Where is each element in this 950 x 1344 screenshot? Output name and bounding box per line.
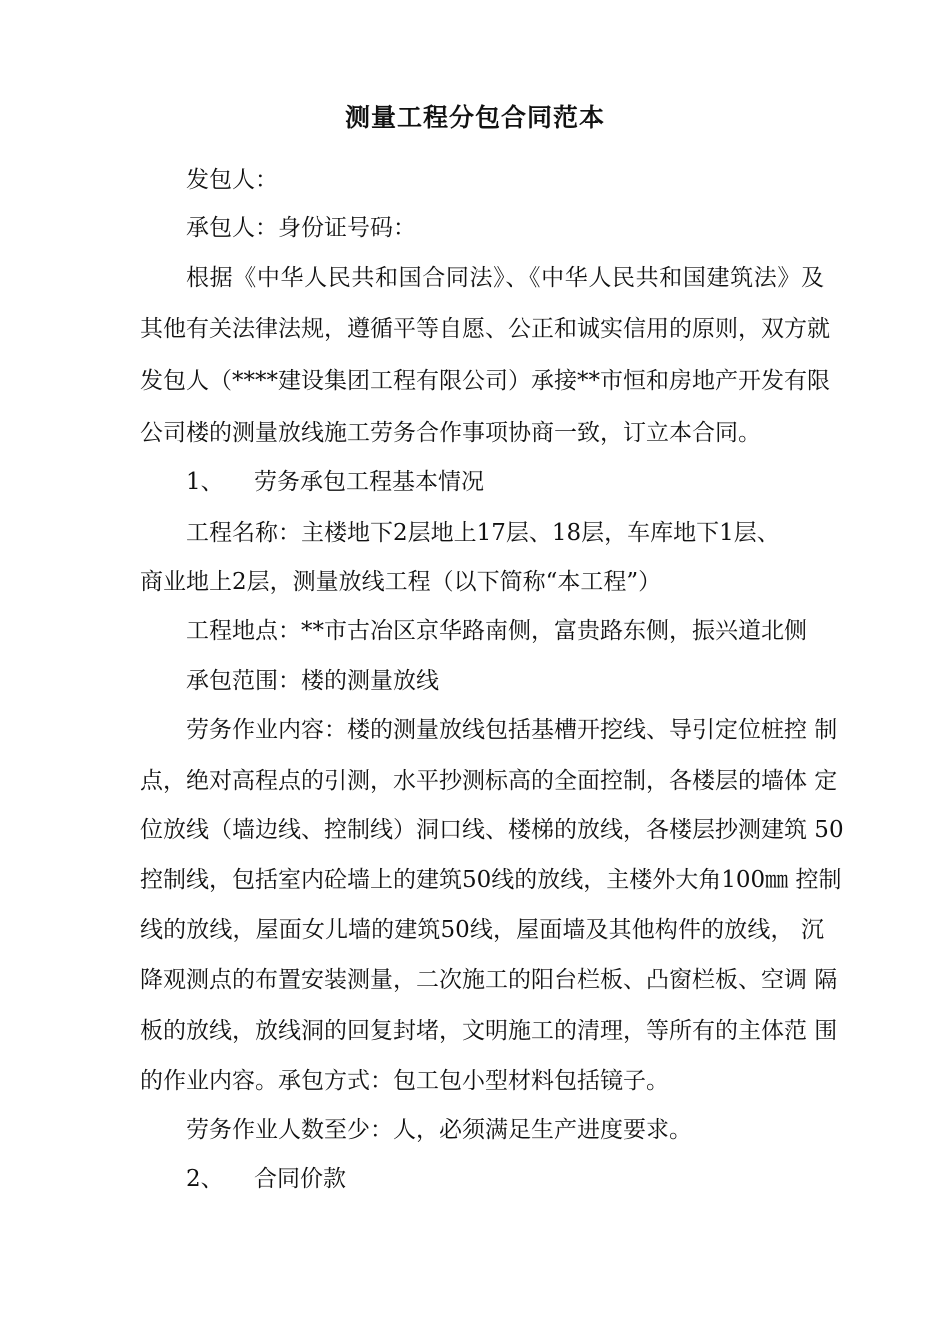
- scope-line: 承包范围：楼的测量放线: [186, 668, 439, 694]
- labor-count-line: 劳务作业人数至少：人，必须满足生产进度要求。: [186, 1117, 692, 1143]
- work-content-line: 线的放线，屋面女儿墙的建筑50线，屋面墙及其他构件的放线， 沉: [140, 917, 824, 943]
- paragraph-line: 其他有关法律法规，遵循平等自愿、公正和诚实信用的原则，双方就: [140, 316, 830, 342]
- work-content-line: 点，绝对高程点的引测，水平抄测标高的全面控制，各楼层的墙体 定: [140, 768, 838, 794]
- section-heading: [186, 1164, 824, 1194]
- paragraph-line: 根据《中华人民共和国合同法》、《中华人民共和国建筑法》及: [186, 265, 824, 291]
- section-number: 1、: [186, 469, 224, 495]
- project-name-line: 商业地上2层，测量放线工程（以下简称“本工程”）: [140, 569, 662, 595]
- section-title: 劳务承包工程基本情况: [254, 469, 484, 495]
- section-title: 合同价款: [254, 1166, 346, 1192]
- contractor-line: 承包人：身份证号码：: [186, 215, 416, 241]
- paragraph-line: 发包人（****建设集团工程有限公司）承接**市恒和房地产开发有限: [140, 368, 830, 394]
- work-content-line: 降观测点的布置安装测量，二次施工的阳台栏板、凸窗栏板、空调 隔: [140, 967, 838, 993]
- work-content-line: 位放线（墙边线、控制线）洞口线、楼梯的放线，各楼层抄测建筑 50: [140, 817, 844, 843]
- project-name-line: 工程名称：主楼地下2层地上17层、18层，车库地下1层、: [186, 520, 780, 546]
- document-title: 测量工程分包合同范本: [344, 103, 605, 132]
- work-content-line: 控制线，包括室内砼墙上的建筑50线的放线，主楼外大角100㎜ 控制: [140, 867, 842, 893]
- work-content-line: 板的放线，放线洞的回复封堵，文明施工的清理，等所有的主体范 围: [140, 1018, 838, 1044]
- project-location-line: 工程地点：**市古冶区京华路南侧，富贵路东侧，振兴道北侧: [186, 618, 807, 644]
- section-heading: [186, 467, 824, 497]
- paragraph-line: 公司楼的测量放线施工劳务合作事项协商一致，订立本合同。: [140, 420, 761, 446]
- work-content-line: 劳务作业内容：楼的测量放线包括基槽开挖线、导引定位桩控 制: [186, 717, 838, 743]
- work-content-line: 的作业内容。承包方式：包工包小型材料包括镜子。: [140, 1068, 669, 1094]
- section-number: 2、: [186, 1166, 224, 1192]
- employer-line: 发包人：: [186, 167, 278, 193]
